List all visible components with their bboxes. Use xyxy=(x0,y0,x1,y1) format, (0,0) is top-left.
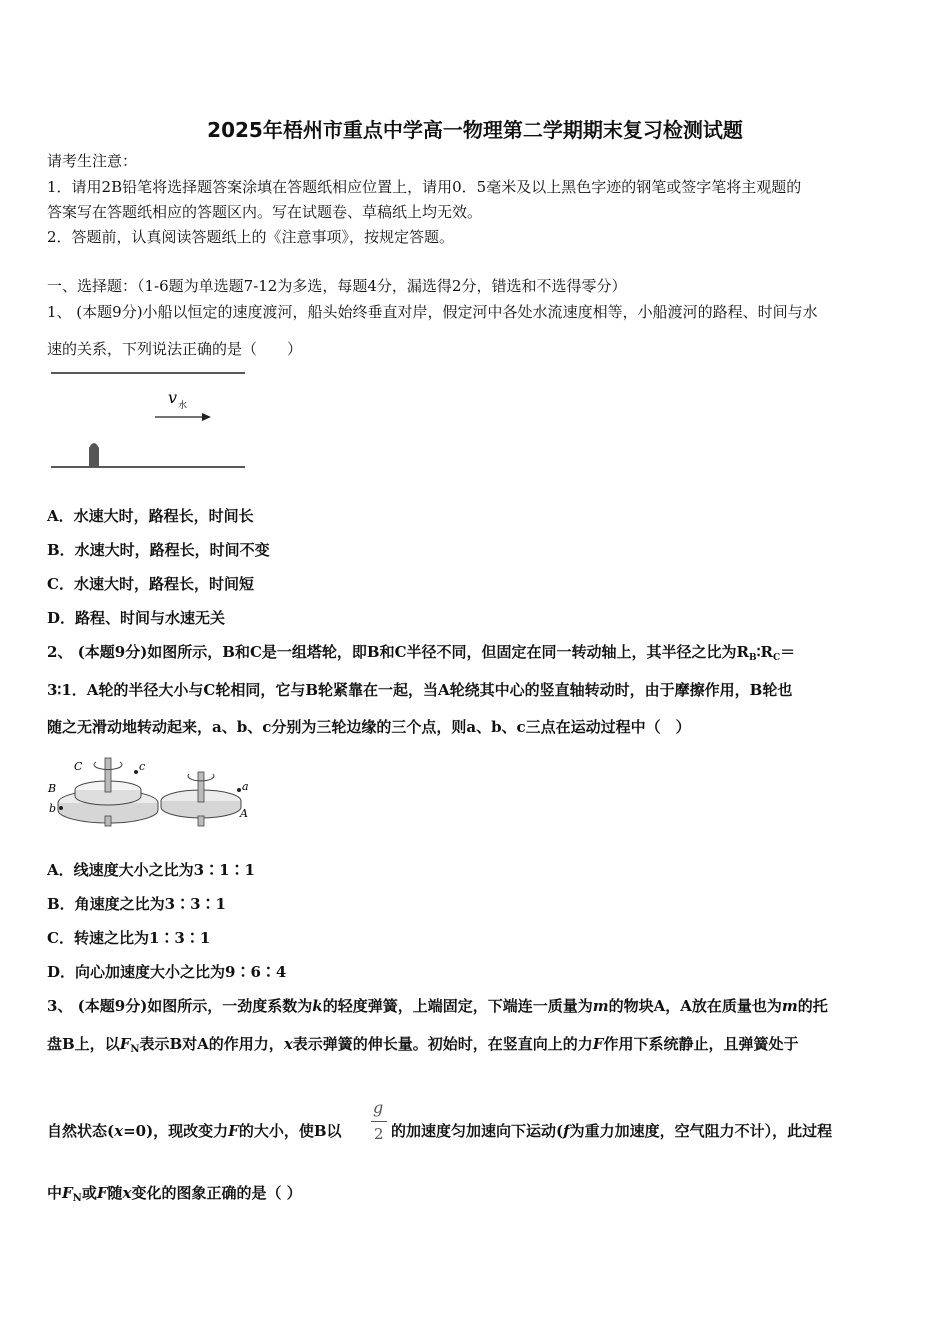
q3-stem-line4 xyxy=(47,1183,302,1206)
var-f: F xyxy=(228,1122,239,1140)
var-n-subscript: N xyxy=(130,1044,140,1055)
q2-option-c[interactable]: C．转速之比为1∶3∶1 xyxy=(47,929,211,947)
q3-text: 表示弹簧的伸长量。初始时，在竖直向上的力 xyxy=(292,1035,593,1053)
q3-text: 变化的图象正确的是（ ） xyxy=(131,1184,302,1202)
section-heading: 一、选择题：（1-6题为单选题7-12为多选，每题4分，漏选得2分，错选和不选得零分） xyxy=(47,277,627,295)
rc-subscript: C xyxy=(772,653,781,663)
fraction-numerator: g xyxy=(373,1098,384,1117)
ratio-colon: ∶R xyxy=(756,643,773,661)
label-a-lower: a xyxy=(242,780,249,793)
q3-text: 的大小，使B以 xyxy=(238,1122,342,1140)
var-m: m xyxy=(592,997,609,1015)
point-b xyxy=(59,806,63,810)
q1-stem-line1: 1、 (本题9分)小船以恒定的速度渡河，船头始终垂直对岸，假定河中各处水流速度相等，小船渡河的路程、时间与水 xyxy=(47,303,818,321)
q3-text: 为重力加速度，空气阻力不计），此过程 xyxy=(569,1122,833,1140)
q3-text: 的轻度弹簧，上端固定，下端连一质量为 xyxy=(322,997,593,1015)
equals-sign: ＝ xyxy=(780,643,796,661)
var-x: x xyxy=(114,1122,124,1140)
var-f: F xyxy=(119,1035,131,1053)
q2-text: 2、 (本题9分)如图所示，B和C是一组塔轮，即B和C半径不同，但固定在同一转动轴上，其半径之比为R xyxy=(47,643,749,661)
var-n-subscript: N xyxy=(72,1193,82,1204)
label-c-upper: C xyxy=(74,760,83,773)
q3-text: 或 xyxy=(81,1184,97,1202)
q3-text: 随 xyxy=(107,1184,123,1202)
axle-a xyxy=(198,772,204,802)
q3-text: 自然状态( xyxy=(47,1122,115,1140)
velocity-label: v xyxy=(168,388,178,407)
var-g: f xyxy=(563,1122,570,1140)
q3-text: 盘B上，以 xyxy=(47,1035,120,1053)
q3-stem-line1 xyxy=(47,996,828,1016)
q1-option-c[interactable]: C．水速大时，路程长，时间短 xyxy=(47,575,254,593)
label-b-upper: B xyxy=(48,782,57,795)
label-c-lower: c xyxy=(139,760,146,773)
q2-stem-line3: 随之无滑动地转动起来，a、b、c分别为三轮边缘的三个点，则a、b、c三点在运动过程中（ ） xyxy=(47,718,691,736)
var-m: m xyxy=(781,997,798,1015)
q2-option-a[interactable]: A．线速度大小之比为3∶1∶1 xyxy=(47,861,255,879)
q2-pulley-figure xyxy=(46,750,256,832)
q3-stem-line2 xyxy=(47,1034,798,1057)
arrow-head-icon xyxy=(202,413,211,421)
axle-bc-bottom xyxy=(105,816,111,826)
page-title: 2025年梧州市重点中学高一物理第二学期期末复习检测试题 xyxy=(207,118,743,142)
wheel-a-side xyxy=(161,801,241,818)
point-a xyxy=(237,788,241,792)
velocity-subscript: 水 xyxy=(178,401,188,411)
var-k: k xyxy=(312,997,323,1015)
q2-option-d[interactable]: D．向心加速度大小之比为9∶6∶4 xyxy=(47,963,287,981)
rb-subscript: B xyxy=(749,653,757,663)
q1-stem-line2: 速的关系，下列说法正确的是（ ） xyxy=(47,340,303,358)
var-f: F xyxy=(592,1035,604,1053)
notice-item: 2．答题前，认真阅读答题纸上的《注意事项》，按规定答题。 xyxy=(47,228,455,246)
q3-text: 中 xyxy=(47,1184,63,1202)
axle-a-bottom xyxy=(198,816,204,826)
q1-option-a[interactable]: A．水速大时，路程长，时间长 xyxy=(47,507,254,525)
boat-icon xyxy=(89,443,99,467)
var-f: F xyxy=(96,1184,108,1202)
q3-text: 的加速度匀加速向下运动( xyxy=(391,1122,564,1140)
q3-text: 3、 (本题9分)如图所示，一劲度系数为 xyxy=(47,997,313,1015)
q3-stem-line3b xyxy=(391,1121,832,1141)
fraction-bar xyxy=(371,1121,387,1122)
q1-option-b[interactable]: B．水速大时，路程长，时间不变 xyxy=(47,541,270,559)
label-b-lower: b xyxy=(49,802,57,815)
q2-option-b[interactable]: B．角速度之比为3∶3∶1 xyxy=(47,895,226,913)
q2-stem-line2: 3∶1．A轮的半径大小与C轮相同，它与B轮紧靠在一起，当A轮绕其中心的竖直轴转动时，由于摩擦作用，B轮也 xyxy=(47,681,793,699)
point-c xyxy=(134,770,138,774)
var-x: x xyxy=(122,1184,132,1202)
q3-stem-line3a xyxy=(47,1121,342,1141)
q3-text: 的托 xyxy=(797,997,828,1015)
axle-bc xyxy=(105,758,111,792)
q3-text: 作用下系统静止，且弹簧处于 xyxy=(603,1035,799,1053)
fraction-denominator: 2 xyxy=(374,1125,384,1143)
q3-text: 的物块A，A放在质量也为 xyxy=(608,997,782,1015)
q1-river-figure xyxy=(48,368,248,472)
notice-item: 1．请用2B铅笔将选择题答案涂填在答题纸相应位置上，请用0．5毫米及以上黑色字迹的钢笔或签字笔将主观题的 xyxy=(47,178,802,196)
q3-text: 表示B对A的作用力， xyxy=(139,1035,284,1053)
notice-item: 答案写在答题纸相应的答题区内。写在试题卷、草稿纸上均无效。 xyxy=(47,203,483,221)
notice-heading: 请考生注意： xyxy=(47,152,138,170)
q2-stem-line1 xyxy=(47,642,795,665)
var-x: x xyxy=(283,1035,293,1053)
q1-option-d[interactable]: D．路程、时间与水速无关 xyxy=(47,609,226,627)
var-f: F xyxy=(62,1184,73,1202)
q3-text: =0)，现改变力 xyxy=(123,1122,229,1140)
label-a-upper: A xyxy=(240,807,248,820)
